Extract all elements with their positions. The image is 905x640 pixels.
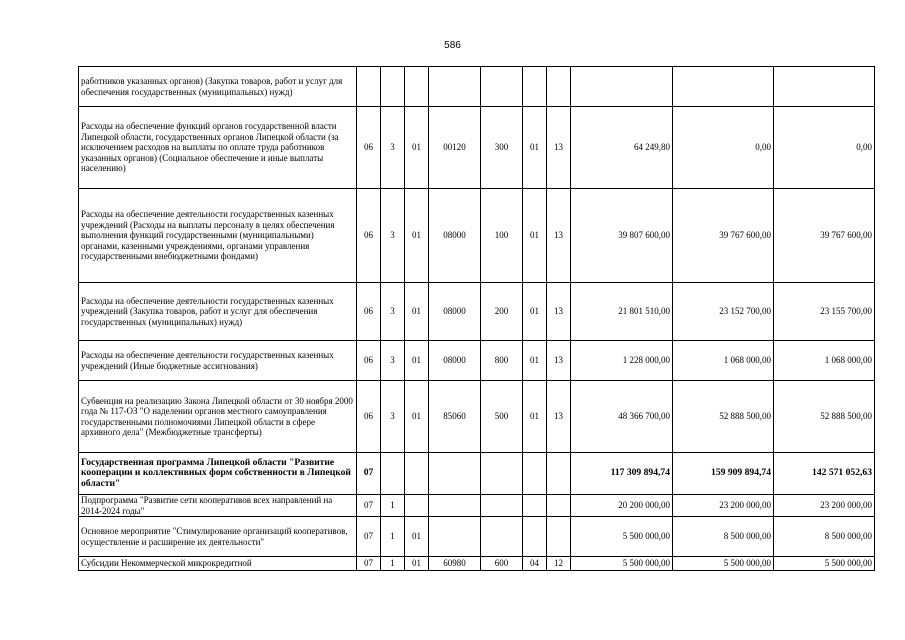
amount-year-1: 5 500 000,00 — [571, 517, 673, 557]
amount-year-1: 117 309 894,74 — [571, 453, 673, 495]
section-code: 01 — [523, 283, 547, 341]
table-row — [79, 453, 875, 495]
row-description: Расходы на обеспечение деятельности государственных казенных учреждений (Закупка товаров, работ и услуг для обеспечения государственных (муниципальных) нужд) — [79, 283, 357, 341]
amount-year-3: 8 500 000,00 — [774, 517, 875, 557]
measure-code — [405, 495, 429, 517]
measure-code: 01 — [405, 557, 429, 571]
program-code: 07 — [357, 453, 381, 495]
row-description: Государственная программа Липецкой области "Развитие кооперации и коллективных форм собственности в Липецкой области" — [79, 453, 357, 495]
subprogram-code — [381, 67, 405, 107]
section-code — [523, 453, 547, 495]
program-code: 06 — [357, 341, 381, 381]
row-description: Субсидии Некоммерческой микрокредитной — [79, 557, 357, 571]
subsection-code: 13 — [547, 381, 571, 453]
expense-type-code: 100 — [481, 189, 523, 283]
measure-code: 01 — [405, 341, 429, 381]
subprogram-code: 1 — [381, 495, 405, 517]
amount-year-2: 5 500 000,00 — [673, 557, 774, 571]
subprogram-code — [381, 453, 405, 495]
program-code: 06 — [357, 381, 381, 453]
amount-year-3: 23 155 700,00 — [774, 283, 875, 341]
row-description: Расходы на обеспечение деятельности государственных казенных учреждений (Расходы на выплаты персоналу в целях обеспечения выполнения функций государственными (муниципальными) органами, казенными учреждениями, органами управления государственными внебюджетными фондами) — [79, 189, 357, 283]
direction-code: 85060 — [429, 381, 481, 453]
program-code: 07 — [357, 557, 381, 571]
program-code: 06 — [357, 283, 381, 341]
amount-year-3: 39 767 600,00 — [774, 189, 875, 283]
row-description: Расходы на обеспечение функций органов государственной власти Липецкой области, государственных органов Липецкой области (за исключением расходов на выплаты по оплате труда работников указанных органов) (Социальное обеспечение и иные выплаты населению) — [79, 107, 357, 189]
subsection-code — [547, 517, 571, 557]
section-code: 04 — [523, 557, 547, 571]
table-row — [79, 341, 875, 381]
expense-type-code: 300 — [481, 107, 523, 189]
amount-year-1: 39 807 600,00 — [571, 189, 673, 283]
table-row — [79, 283, 875, 341]
expense-type-code: 800 — [481, 341, 523, 381]
amount-year-1: 64 249,80 — [571, 107, 673, 189]
section-code — [523, 67, 547, 107]
program-code: 07 — [357, 495, 381, 517]
amount-year-3: 23 200 000,00 — [774, 495, 875, 517]
measure-code: 01 — [405, 107, 429, 189]
expense-type-code — [481, 67, 523, 107]
program-code: 06 — [357, 107, 381, 189]
table-row — [79, 381, 875, 453]
amount-year-2: 1 068 000,00 — [673, 341, 774, 381]
amount-year-2: 23 200 000,00 — [673, 495, 774, 517]
direction-code: 60980 — [429, 557, 481, 571]
measure-code — [405, 67, 429, 107]
row-description: Подпрограмма "Развитие сети кооперативов всех направлений на 2014-2024 годы" — [79, 495, 357, 517]
amount-year-1: 48 366 700,00 — [571, 381, 673, 453]
subsection-code: 13 — [547, 283, 571, 341]
amount-year-3 — [774, 67, 875, 107]
subprogram-code: 3 — [381, 107, 405, 189]
row-description: Расходы на обеспечение деятельности государственных казенных учреждений (Иные бюджетные ассигнования) — [79, 341, 357, 381]
amount-year-3: 52 888 500,00 — [774, 381, 875, 453]
amount-year-1: 20 200 000,00 — [571, 495, 673, 517]
amount-year-1: 5 500 000,00 — [571, 557, 673, 571]
row-description: Субвенция на реализацию Закона Липецкой области от 30 ноября 2000 года № 117-ОЗ "О наделении органов местного самоуправления государственными полномочиями Липецкой области в сфере архивного дела" (Межбюджетные трансферты) — [79, 381, 357, 453]
table-row — [79, 495, 875, 517]
subsection-code: 13 — [547, 107, 571, 189]
program-code — [357, 67, 381, 107]
subprogram-code: 3 — [381, 189, 405, 283]
table-row — [79, 107, 875, 189]
table-body — [79, 67, 875, 571]
expense-type-code — [481, 517, 523, 557]
direction-code: 08000 — [429, 189, 481, 283]
program-code: 06 — [357, 189, 381, 283]
direction-code — [429, 453, 481, 495]
table-row — [79, 517, 875, 557]
subsection-code — [547, 67, 571, 107]
direction-code: 08000 — [429, 283, 481, 341]
subsection-code: 12 — [547, 557, 571, 571]
subsection-code: 13 — [547, 189, 571, 283]
amount-year-2: 39 767 600,00 — [673, 189, 774, 283]
amount-year-1: 1 228 000,00 — [571, 341, 673, 381]
row-description: Основное мероприятие "Стимулирование организаций кооперативов, осуществление и расширение их деятельности" — [79, 517, 357, 557]
section-code — [523, 495, 547, 517]
section-code: 01 — [523, 189, 547, 283]
section-code: 01 — [523, 107, 547, 189]
subprogram-code: 1 — [381, 517, 405, 557]
row-description: работников указанных органов) (Закупка товаров, работ и услуг для обеспечения государственных (муниципальных) нужд) — [79, 67, 357, 107]
section-code: 01 — [523, 381, 547, 453]
amount-year-3: 5 500 000,00 — [774, 557, 875, 571]
expense-type-code — [481, 453, 523, 495]
amount-year-3: 142 571 052,63 — [774, 453, 875, 495]
measure-code — [405, 453, 429, 495]
table-row — [79, 189, 875, 283]
subsection-code — [547, 453, 571, 495]
direction-code — [429, 495, 481, 517]
measure-code: 01 — [405, 517, 429, 557]
amount-year-3: 0,00 — [774, 107, 875, 189]
subprogram-code: 3 — [381, 381, 405, 453]
amount-year-2: 159 909 894,74 — [673, 453, 774, 495]
subprogram-code: 1 — [381, 557, 405, 571]
expense-type-code — [481, 495, 523, 517]
subsection-code: 13 — [547, 341, 571, 381]
amount-year-2: 0,00 — [673, 107, 774, 189]
expense-type-code: 200 — [481, 283, 523, 341]
expense-type-code: 500 — [481, 381, 523, 453]
subprogram-code: 3 — [381, 341, 405, 381]
program-code: 07 — [357, 517, 381, 557]
expense-type-code: 600 — [481, 557, 523, 571]
subsection-code — [547, 495, 571, 517]
direction-code — [429, 517, 481, 557]
amount-year-2: 8 500 000,00 — [673, 517, 774, 557]
amount-year-1: 21 801 510,00 — [571, 283, 673, 341]
budget-table — [78, 66, 875, 571]
page-number: 586 — [444, 40, 461, 51]
amount-year-2 — [673, 67, 774, 107]
amount-year-1 — [571, 67, 673, 107]
table-row — [79, 67, 875, 107]
amount-year-2: 23 152 700,00 — [673, 283, 774, 341]
table-row — [79, 557, 875, 571]
section-code — [523, 517, 547, 557]
direction-code — [429, 67, 481, 107]
section-code: 01 — [523, 341, 547, 381]
amount-year-2: 52 888 500,00 — [673, 381, 774, 453]
direction-code: 08000 — [429, 341, 481, 381]
measure-code: 01 — [405, 283, 429, 341]
subprogram-code: 3 — [381, 283, 405, 341]
amount-year-3: 1 068 000,00 — [774, 341, 875, 381]
measure-code: 01 — [405, 381, 429, 453]
direction-code: 00120 — [429, 107, 481, 189]
measure-code: 01 — [405, 189, 429, 283]
